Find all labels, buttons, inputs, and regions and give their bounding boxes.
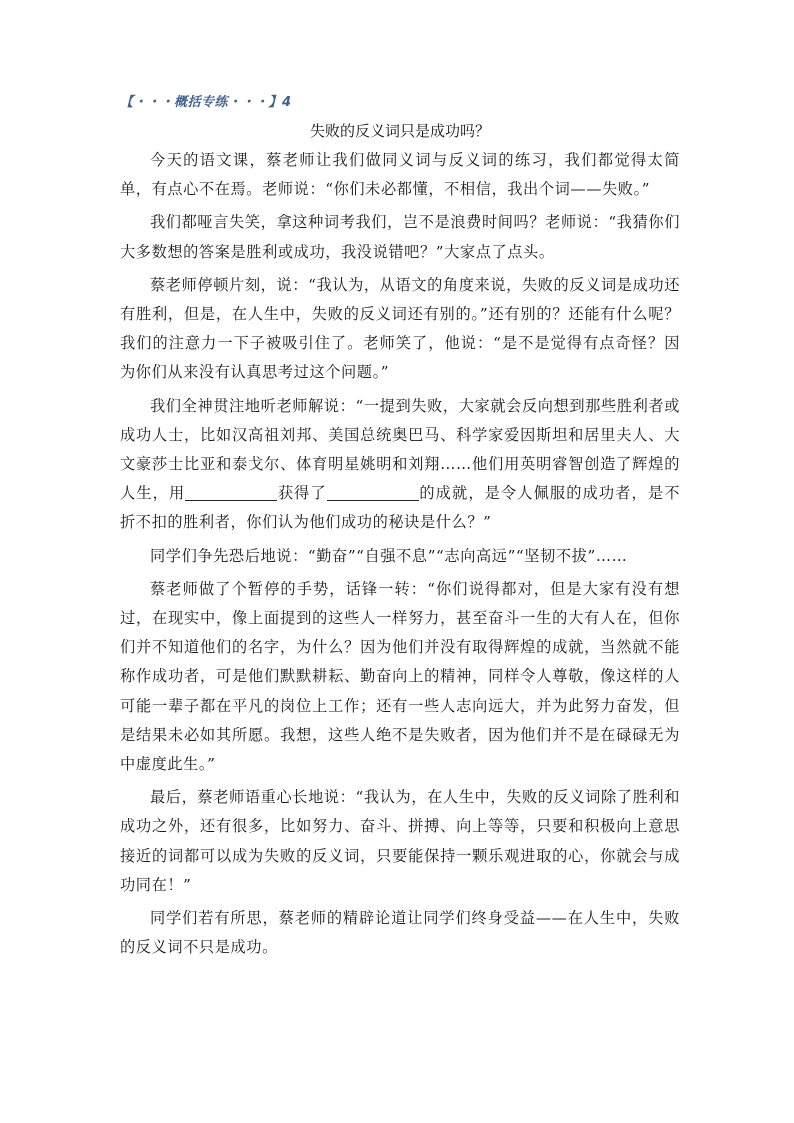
paragraph-4-part-a: 我们全神贯注地听老师解说：“一提到失败，大家就会反向想到那些胜利者或成功人士，比如汉高祖刘邦、美国总统奥巴马、科学家爱因斯坦和居里夫人、大文豪莎士比亚和泰戈尔、体育明星姚明和刘翔……他们用英明睿智创造了辉煌的人生，用 (120, 396, 680, 503)
fill-in-blank-1[interactable] (185, 484, 277, 501)
paragraph-1: 今天的语文课，蔡老师让我们做同义词与反义词的练习，我们都觉得太简单，有点心不在焉。老师说：“你们未必都懂，不相信，我出个词——失败。” (120, 151, 680, 199)
paragraph-4-part-b: 获得了 (277, 484, 327, 503)
paragraph-7: 最后，蔡老师语重心长地说：“我认为，在人生中，失败的反义词除了胜利和成功之外，还有很多，比如努力、奋斗、拼搏、向上等等，只要和积极向上意思接近的词都可以成为失败的反义词，只要能保持一颗乐观进取的心，你就会与成功同在！” (120, 788, 680, 894)
paragraph-6: 蔡老师做了个暂停的手势，话锋一转：“你们说得都对，但是大家有没有想过，在现实中，像上面提到的这些人一样努力，甚至奋斗一生的大有人在，但你们并不知道他们的名字，为什么？因为他们并没有取得辉煌的成就，当然就不能称作成功者，可是他们默默耕耘、勤奋向上的精神，同样令人尊敬，像这样的人可能一辈子都在平凡的岗位上工作；还有一些人志向远大，并为此努力奋发，但是结果未必如其所愿。我想，这些人绝不是失败者，因为他们并不是在碌碌无为中虚度此生。” (120, 579, 680, 774)
fill-in-blank-2[interactable] (327, 484, 419, 501)
document-page (120, 92, 680, 966)
paragraph-4 (120, 392, 680, 538)
paragraph-8: 同学们若有所思，蔡老师的精辟论道让同学们终身受益——在人生中，失败的反义词不只是成功。 (120, 909, 680, 957)
exercise-header-tag: 【・・・概括专练・・・】4 (120, 95, 292, 110)
article-title: 失败的反义词只是成功吗？ (309, 122, 490, 140)
paragraph-5: 同学们争先恐后地说：“勤奋”“自强不息”“志向高远”“坚韧不拔”…… (150, 546, 628, 565)
paragraph-2: 我们都哑言失笑，拿这种词考我们，岂不是浪费时间吗？老师说：“我猜你们大多数想的答案是胜利或成功，我没说错吧？”大家点了点头。 (120, 213, 680, 261)
paragraph-4-part-c: 的成就，是令人佩服的成功者，是不折不扣的胜利者，你们认为他们成功的秘诀是什么？” (120, 484, 680, 532)
paragraph-3: 蔡老师停顿片刻，说：“我认为，从语文的角度来说，失败的反义词是成功还有胜利，但是，在人生中，失败的反义词还有别的。”还有别的？还能有什么呢？我们的注意力一下子被吸引住了。老师笑了，他说：“是不是觉得有点奇怪？因为你们从来没有认真思考过这个问题。” (120, 275, 680, 382)
